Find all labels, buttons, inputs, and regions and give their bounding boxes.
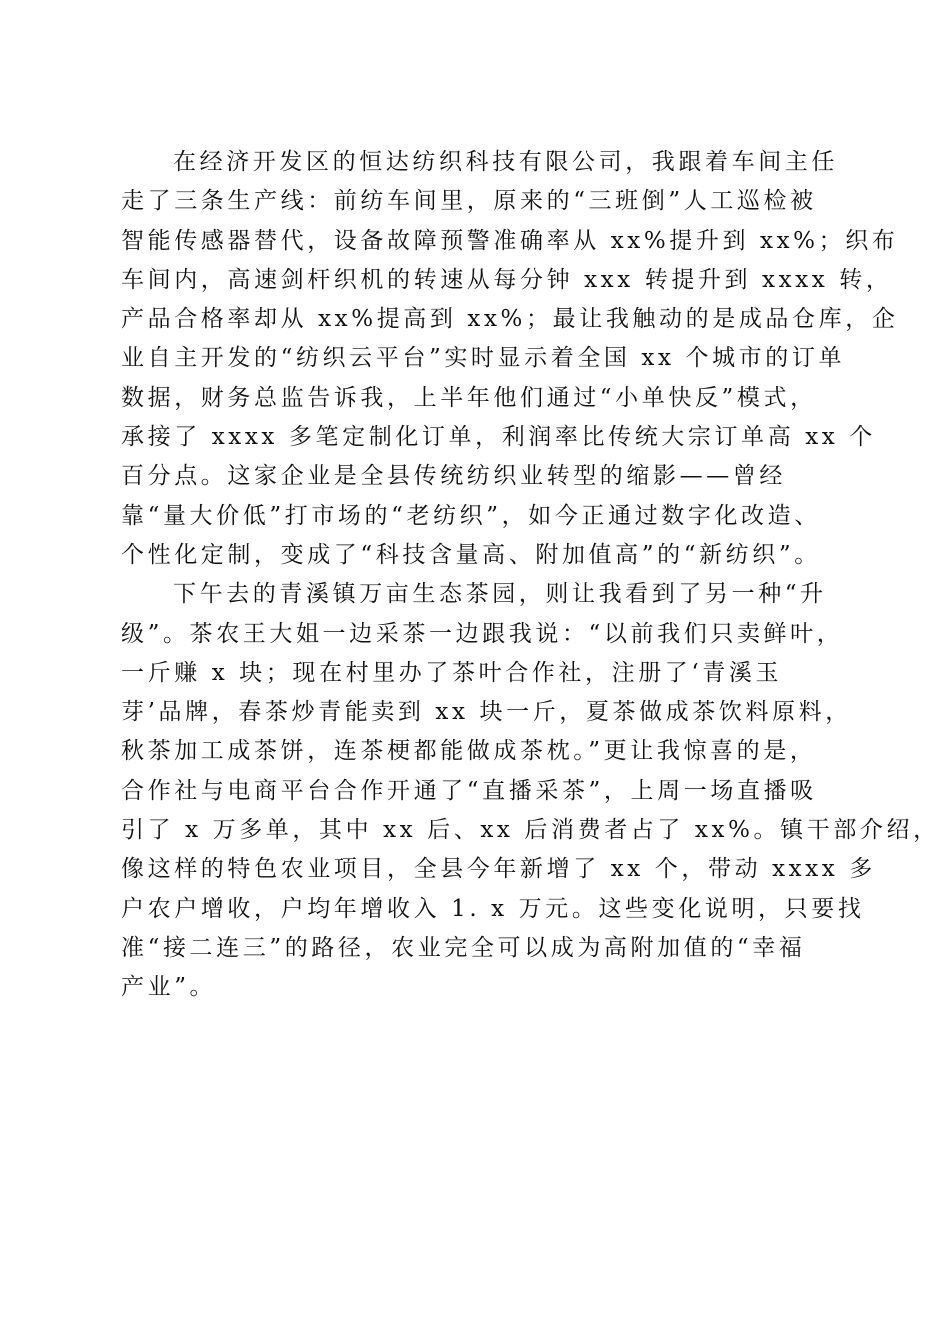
text-line: 承接了 xxxx 多笔定制化订单，利润率比传统大宗订单高 xx 个 — [121, 424, 876, 451]
text-line: 一斤赚 x 块；现在村里办了茶叶合作社，注册了‘青溪玉 — [121, 659, 783, 686]
text-line: 靠“量大价低”打市场的“老纺织”，如今正通过数字化改造、 — [121, 502, 821, 529]
text-line: 智能传感器替代，设备故障预警准确率从 xx%提升到 xx%；织布 — [121, 227, 899, 254]
text-line: 百分点。这家企业是全县传统纺织业转型的缩影——曾经 — [121, 463, 786, 490]
text-line: 产品合格率却从 xx%提高到 xx%；最让我触动的是成品仓库，企 — [121, 306, 899, 333]
text-line: 合作社与电商平台合作开通了“直播采茶”，上周一场直播吸 — [121, 777, 817, 804]
text-line: 下午去的青溪镇万亩生态茶园，则让我看到了另一种“升 — [173, 581, 827, 608]
paragraph-tea-garden — [121, 575, 940, 1007]
document-body — [121, 143, 940, 1008]
text-line: 数据，财务总监告诉我，上半年他们通过“小单快反”模式， — [121, 384, 817, 411]
text-line: 业自主开发的“纺织云平台”实时显示着全国 xx 个城市的订单 — [121, 345, 846, 372]
text-line: 在经济开发区的恒达纺织科技有限公司，我跟着车间主任 — [173, 149, 838, 175]
text-line: 个性化定制，变成了“科技含量高、附加值高”的“新纺织”。 — [121, 541, 821, 568]
text-line: 秋茶加工成茶饼，连茶梗都能做成茶枕。”更让我惊喜的是， — [121, 738, 817, 765]
text-line: 级”。茶农王大姐一边采茶一边跟我说：“以前我们只卖鲜叶， — [121, 620, 844, 647]
text-line: 芽’品牌，春茶炒青能卖到 xx 块一斤，夏茶做成茶饮料原料， — [121, 699, 852, 726]
text-line: 车间内，高速剑杆织机的转速从每分钟 xxx 转提升到 xxxx 转， — [121, 266, 893, 293]
text-line: 户农户增收，户均年增收入 1. x 万元。这些变化说明，只要找 — [121, 895, 865, 922]
text-line: 走了三条生产线：前纺车间里，原来的“三班倒”人工巡检被 — [121, 188, 817, 215]
text-line: 引了 x 万多单，其中 xx 后、xx 后消费者占了 xx%。镇干部介绍， — [121, 817, 940, 844]
paragraph-textile-company — [121, 143, 899, 575]
text-line: 产业”。 — [121, 974, 217, 1001]
text-line: 准“接二连三”的路径，农业完全可以成为高附加值的“幸福 — [121, 934, 806, 961]
text-line: 像这样的特色农业项目，全县今年新增了 xx 个，带动 xxxx 多 — [121, 856, 876, 883]
